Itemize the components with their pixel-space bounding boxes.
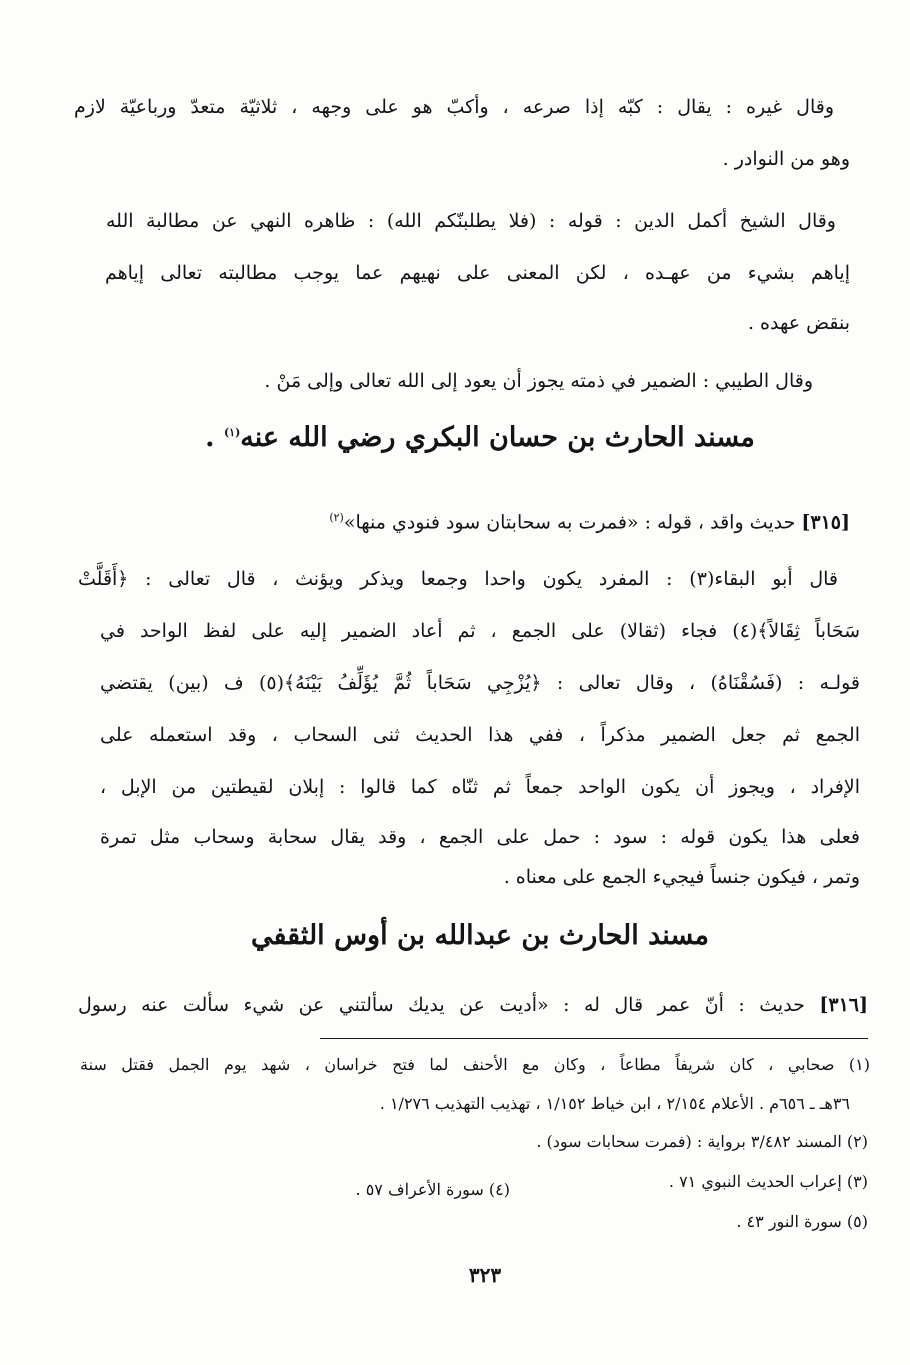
footnote-5: (٥) سورة النور ٤٣ . <box>736 1212 868 1231</box>
body-line: بنقض عهده . <box>747 312 850 334</box>
footnote-marker: (١) <box>223 426 241 439</box>
para-line: قال أبو البقاء(٣) : المفرد يكون واحدا وجمعا ويذكر ويؤنث ، قال تعالى : ﴿أَقَلَّتْ <box>78 568 838 590</box>
para-line: فعلى هذا يكون قوله : سود : حمل على الجمع ، وقد يقال سحابة وسحاب مثل تمرة <box>100 826 860 848</box>
para-line: سَحَاباً ثِقَالاً﴾(٤) فجاء (ثقالا) على الجمع ، ثم أعاد الضمير إليه على لفظ الواحد في <box>100 620 860 642</box>
para-line: الجمع ثم جعل الضمير مذكراً ، ففي هذا الحديث ثنى السحاب ، وقد استعمله على <box>100 724 860 746</box>
footnote-4: (٤) سورة الأعراف ٥٧ . <box>355 1180 510 1199</box>
para-line: الإفراد ، ويجوز أن يكون الواحد جمعاً ثم ثنّاه كما قالوا : إبلان لقيطتين من الإبل ، <box>100 776 860 798</box>
para-line: قولـه : (فَسُقْنَاهُ) ، وقال تعالى : ﴿يُزْجِي سَحَاباً ثُمَّ يُؤَلِّفُ بَيْنَهُ﴾(٥) ف (بين) يقتضي <box>100 672 860 694</box>
footnote-3: (٣) إعراب الحديث النبوي ٧١ . <box>668 1172 868 1191</box>
hadith-315-line <box>90 511 850 534</box>
body-line: وقال الشيخ أكمل الدين : قوله : (فلا يطلبنّكم الله) : ظاهره النهي عن مطالبة الله <box>106 210 836 232</box>
page-number: ٣٢٣ <box>468 1263 502 1287</box>
hadith-number: [٣١٦] <box>819 994 868 1016</box>
heading-end: . <box>205 422 224 453</box>
footnote-marker: (٢) <box>329 511 344 524</box>
hadith-text: حديث واقد ، قوله : «فمرت به سحابتان سود فنودي منها» <box>343 511 796 534</box>
hadith-number: [٣١٥] <box>801 511 850 534</box>
section-heading-harith-hassan <box>0 422 910 453</box>
body-line: وهو من النوادر . <box>722 148 850 170</box>
hadith-316-line <box>78 994 868 1017</box>
heading-text: مسند الحارث بن حسان البكري رضي الله عنه <box>240 422 755 453</box>
footnote-separator <box>320 1038 868 1039</box>
body-line: إياهم بشيء من عهـده ، لكن المعنى على نهيهم عما يوجب مطالبته تعالى إياهم <box>105 262 850 284</box>
body-line: وقال غيره : يقال : كبّه إذا صرعه ، وأكبّ هو على وجهه ، ثلاثيّة متعدّ ورباعيّة لازم <box>74 96 834 118</box>
para-line: وتمر ، فيكون جنساً فيجيء الجمع على معناه . <box>503 866 860 888</box>
footnote-2: (٢) المسند ٣/٤٨٢ برواية : (فمرت سحابات سود) . <box>536 1132 868 1151</box>
hadith-text: حديث : أنّ عمر قال له : «أديت عن يديك سألتني عن شيء سألت عنه رسول <box>78 994 805 1016</box>
footnote-1: (١) صحابي ، كان شريفاً مطاعاً ، وكان مع الأحنف لما فتح خراسان ، شهد يوم الجمل فقتل سنة <box>80 1055 870 1074</box>
section-heading-harith-abdullah: مسند الحارث بن عبدالله بن أوس الثقفي <box>250 920 709 951</box>
footnote-1-cont: ٣٦هـ ـ ٦٥٦م . الأعلام ٢/١٥٤ ، ابن خياط ١/١٥٢ ، تهذيب التهذيب ١/٢٧٦ . <box>379 1094 850 1113</box>
body-line: وقال الطيبي : الضمير في ذمته يجوز أن يعود إلى الله تعالى وإلى مَنْ . <box>264 370 813 392</box>
